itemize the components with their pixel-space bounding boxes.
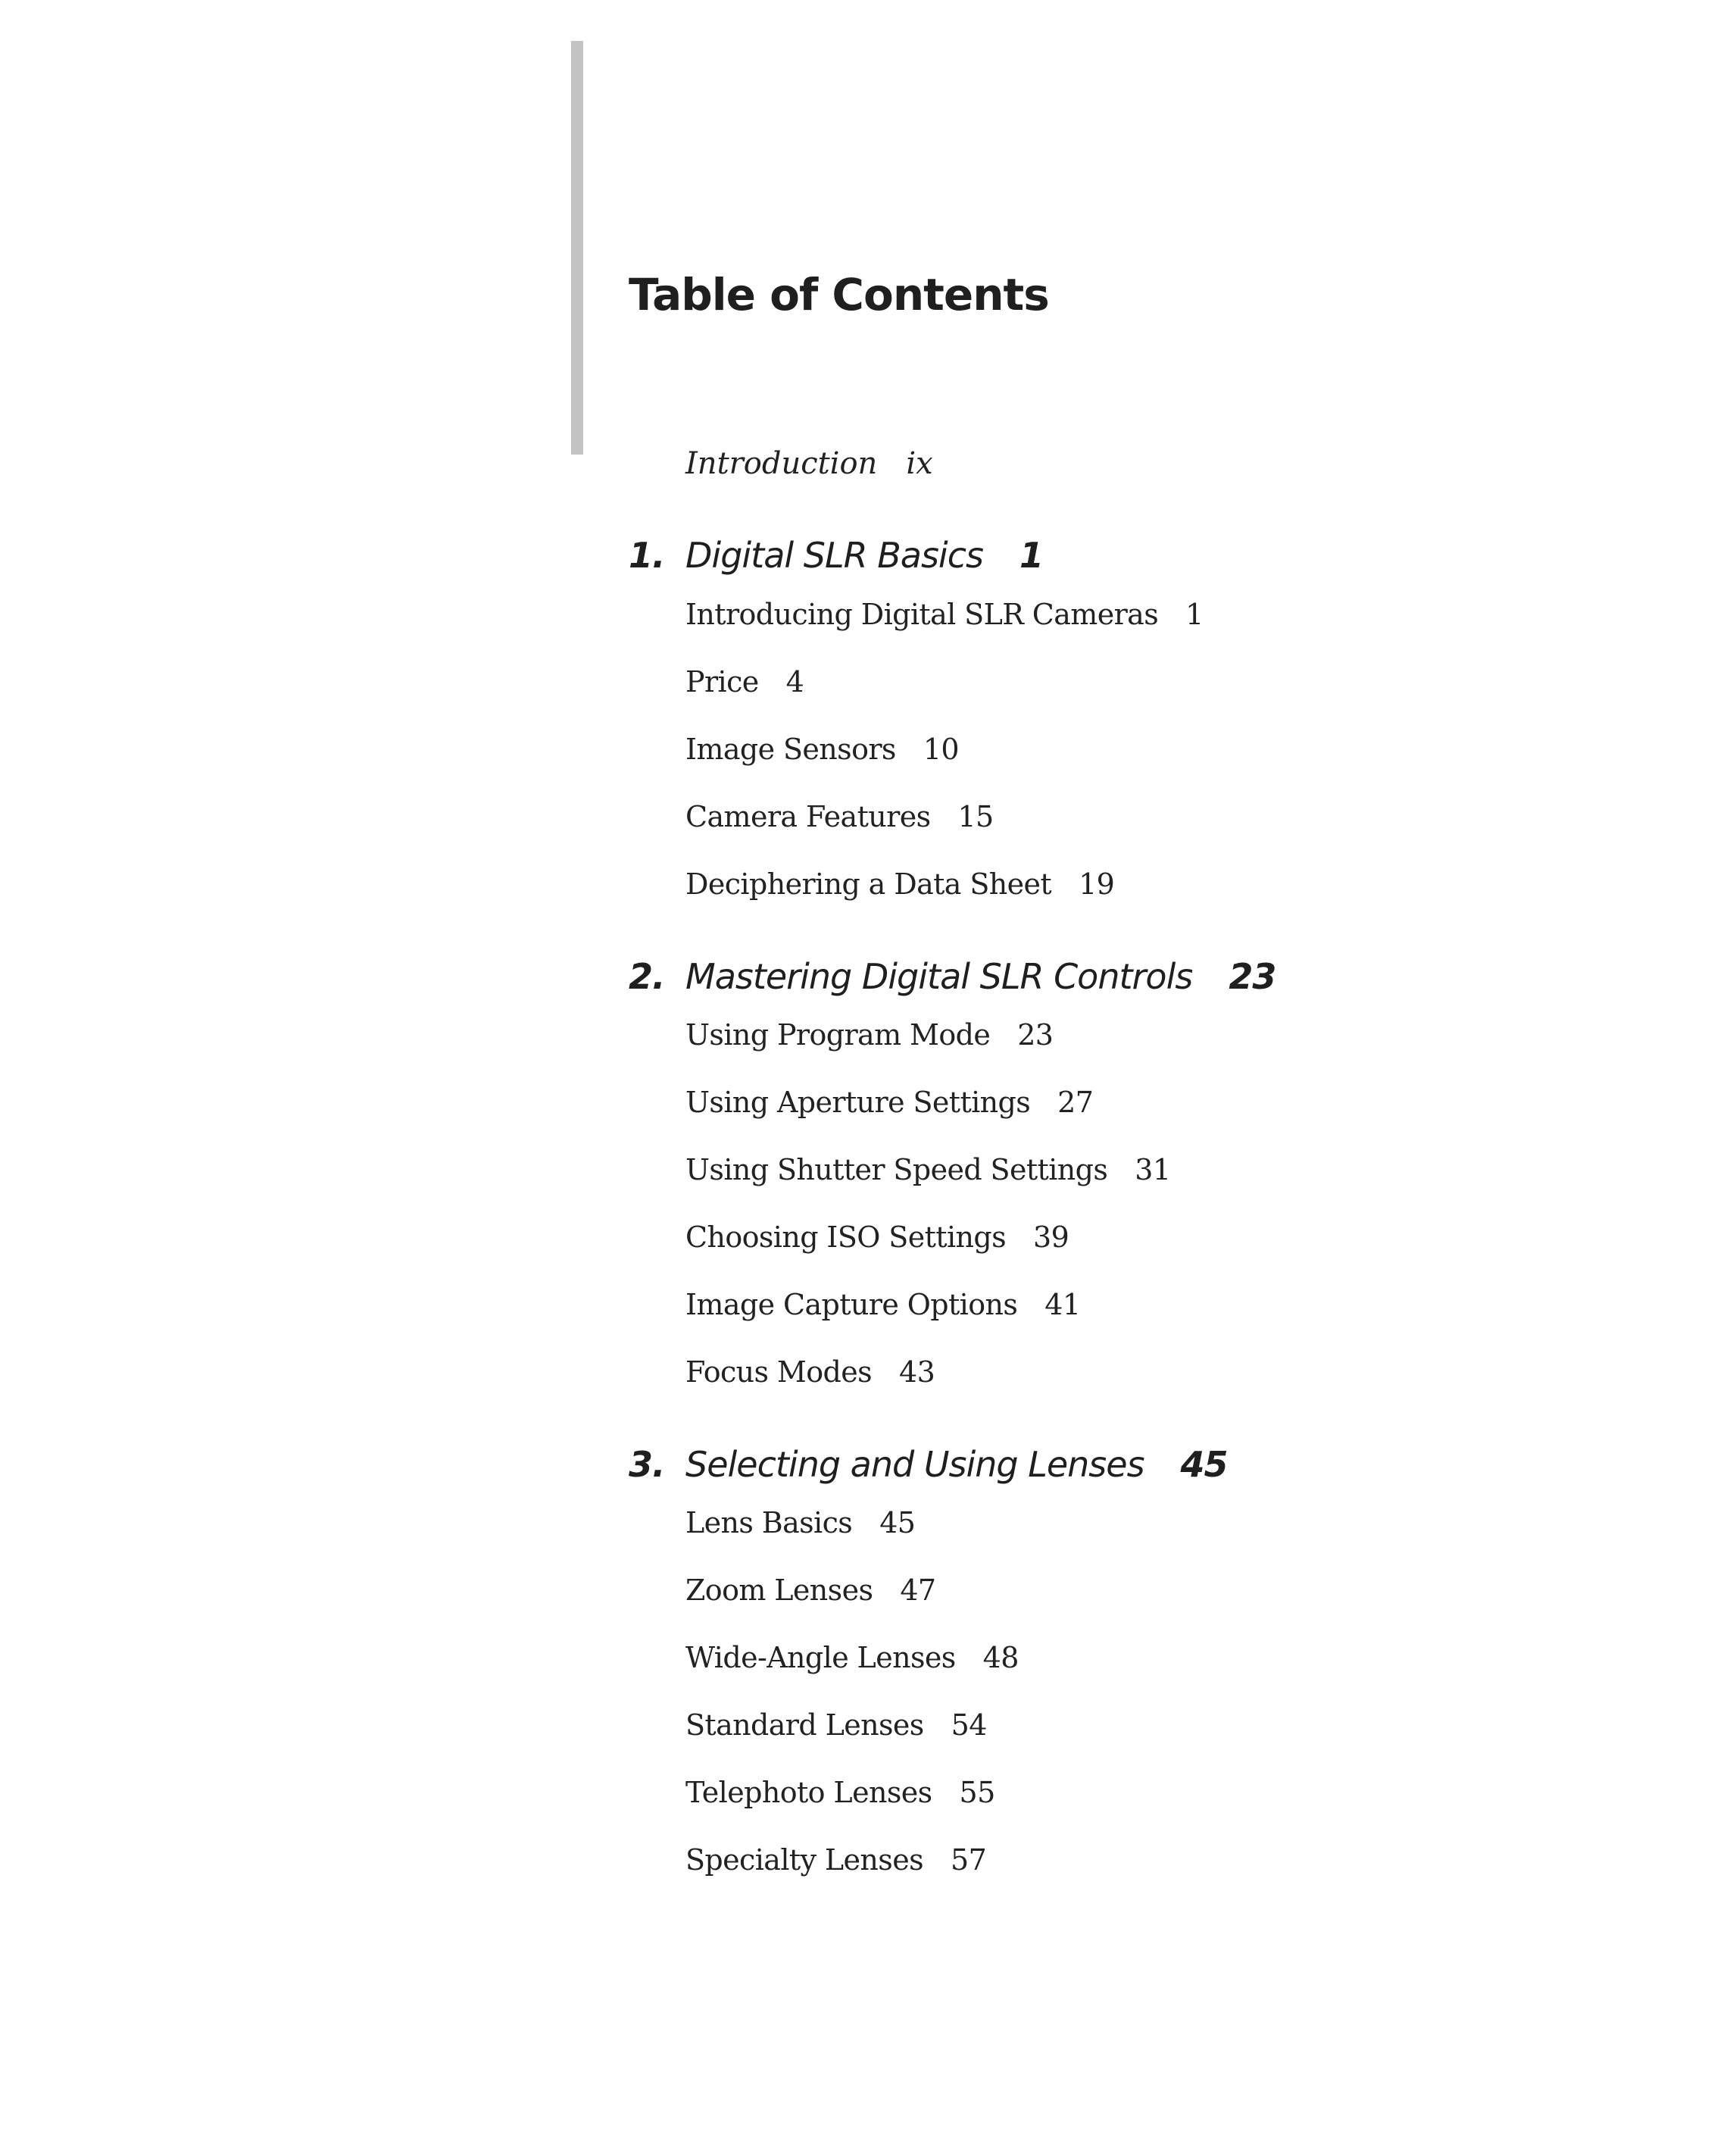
entry-label: Using Shutter Speed Settings xyxy=(685,1153,1108,1186)
entry-page-number: 19 xyxy=(1079,867,1115,901)
entry-label: Specialty Lenses xyxy=(685,1843,923,1877)
entry-label: Zoom Lenses xyxy=(685,1574,873,1607)
chapter-title: Mastering Digital SLR Controls xyxy=(685,956,1193,997)
chapter-page-number: 23 xyxy=(1229,956,1276,997)
toc-entry[interactable] xyxy=(685,1778,995,1807)
toc-entry[interactable] xyxy=(685,1155,1170,1184)
toc-entry[interactable] xyxy=(685,1220,1069,1254)
toc-entry[interactable] xyxy=(685,802,994,831)
chapter-title: Digital SLR Basics xyxy=(685,535,983,576)
entry-label: Image Capture Options xyxy=(685,1288,1018,1321)
entry-page-number: 23 xyxy=(1017,1018,1054,1052)
entry-label: Camera Features xyxy=(685,800,931,833)
chapter-title: Selecting and Using Lenses xyxy=(685,1444,1144,1485)
entry-page-number: 57 xyxy=(951,1843,987,1877)
entry-label: Using Aperture Settings xyxy=(685,1086,1031,1119)
chapter-heading-1[interactable] xyxy=(629,535,1043,576)
toc-entry[interactable] xyxy=(685,1843,987,1877)
entry-label: Standard Lenses xyxy=(685,1708,924,1742)
toc-entry[interactable] xyxy=(685,600,1204,629)
entry-page-number: 1 xyxy=(1185,598,1204,631)
toc-entry[interactable] xyxy=(685,665,804,699)
toc-entry[interactable] xyxy=(685,735,959,764)
toc-entry[interactable] xyxy=(685,1088,1093,1117)
entry-label: Telephoto Lenses xyxy=(685,1776,932,1809)
entry-page-number: 55 xyxy=(959,1776,995,1809)
entry-label: Wide-Angle Lenses xyxy=(685,1641,956,1674)
entry-label: Using Program Mode xyxy=(685,1018,991,1052)
entry-page-number: 15 xyxy=(957,800,994,833)
toc-entry[interactable] xyxy=(685,867,1115,901)
chapter-heading-3[interactable] xyxy=(629,1444,1228,1485)
chapter-page-number: 1 xyxy=(1019,535,1043,576)
toc-entry[interactable] xyxy=(685,1355,935,1389)
toc-entry[interactable] xyxy=(685,1643,1019,1672)
entry-label: Image Sensors xyxy=(685,733,896,766)
entry-label: Choosing ISO Settings xyxy=(685,1220,1007,1254)
entry-page-number: 4 xyxy=(785,665,804,699)
entry-page-number: 31 xyxy=(1135,1153,1171,1186)
chapter-number: 2. xyxy=(629,956,665,997)
chapter-heading-2[interactable] xyxy=(629,956,1276,997)
entry-page-number: 47 xyxy=(900,1574,936,1607)
entry-label: Focus Modes xyxy=(685,1355,873,1389)
entry-page-number: 45 xyxy=(879,1506,916,1539)
toc-entry[interactable] xyxy=(685,1708,987,1742)
entry-page-number: 48 xyxy=(982,1641,1019,1674)
entry-label: Deciphering a Data Sheet xyxy=(685,867,1052,901)
entry-page-number: 54 xyxy=(951,1708,987,1742)
toc-entry[interactable] xyxy=(685,1018,1054,1052)
chapter-number: 1. xyxy=(629,535,665,576)
entry-page-number: 43 xyxy=(899,1355,935,1389)
toc-entry[interactable] xyxy=(685,1508,915,1537)
side-rule xyxy=(571,41,583,455)
entry-label: Lens Basics xyxy=(685,1506,853,1539)
chapter-page-number: 45 xyxy=(1180,1444,1228,1485)
toc-intro-entry[interactable] xyxy=(685,448,933,479)
entry-page-number: 10 xyxy=(923,733,959,766)
toc-entry[interactable] xyxy=(685,1290,1080,1319)
entry-label: Introduction xyxy=(685,446,878,481)
entry-label: Price xyxy=(685,665,759,699)
entry-page-number: 39 xyxy=(1033,1220,1069,1254)
entry-page-number: 41 xyxy=(1044,1288,1081,1321)
chapter-number: 3. xyxy=(629,1444,665,1485)
entry-page-number: ix xyxy=(906,446,933,481)
entry-label: Introducing Digital SLR Cameras xyxy=(685,598,1159,631)
page-title: Table of Contents xyxy=(629,269,1049,320)
toc-entry[interactable] xyxy=(685,1576,936,1605)
entry-page-number: 27 xyxy=(1057,1086,1094,1119)
